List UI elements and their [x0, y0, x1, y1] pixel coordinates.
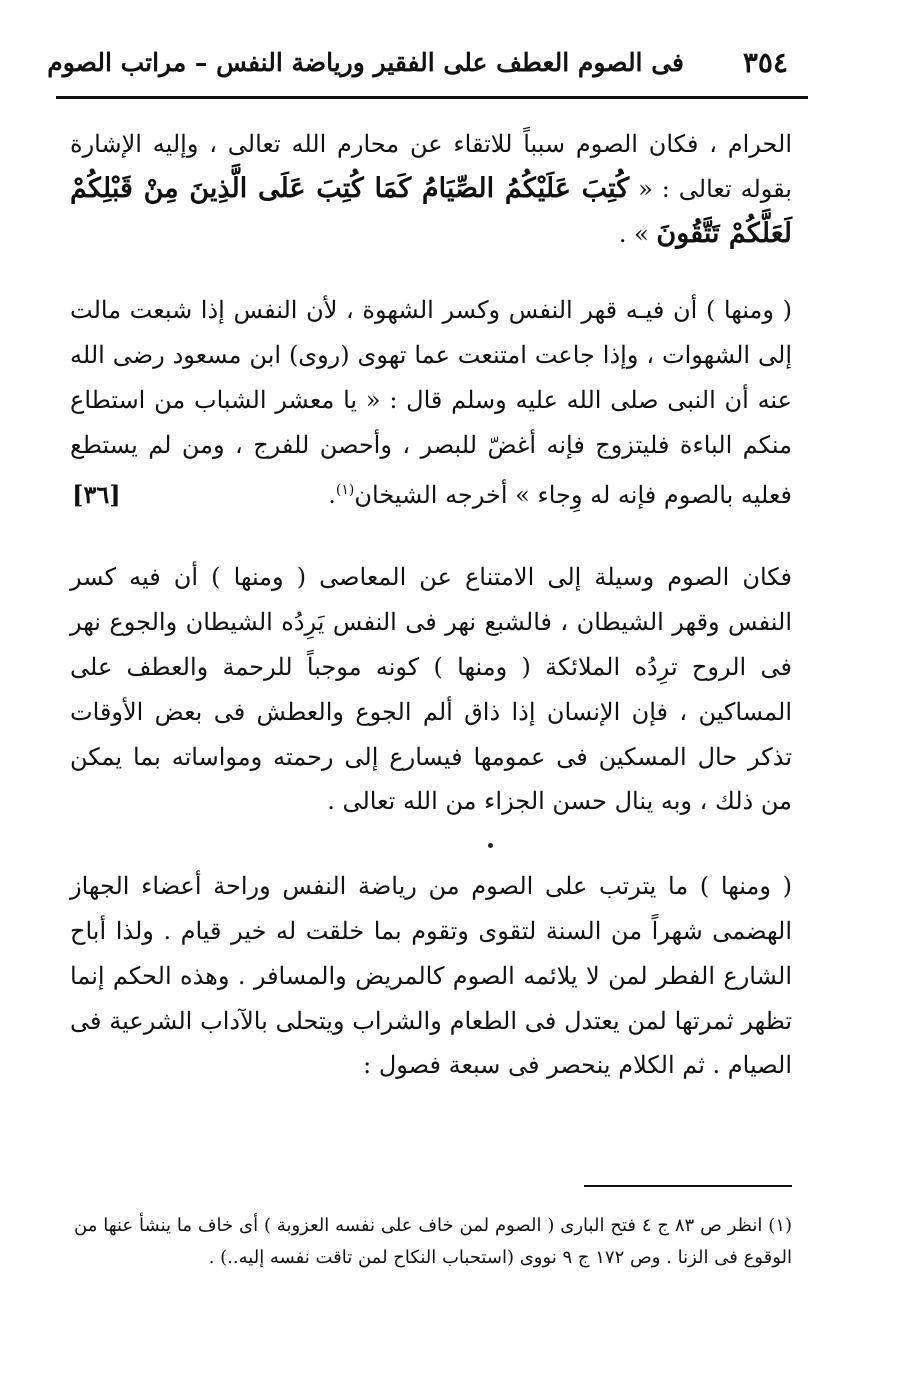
paragraph-2-end: .: [328, 480, 336, 509]
page-number: ٣٥٤: [742, 46, 788, 79]
footnote-rule: [584, 1185, 792, 1187]
quran-verse: كُتِبَ عَلَيْكُمُ الصِّيَامُ كَمَا كُتِبَ عَلَى الَّذِينَ مِنْ قَبْلِكُمْ لَعَلَّكُمْ تَتَّقُونَ: [70, 172, 792, 249]
paragraph-1-end: » .: [618, 219, 657, 248]
footnote-marker[interactable]: (١): [335, 481, 355, 498]
paragraph-2: [70, 288, 792, 517]
paragraph-2-text: ( ومنها ) أن فيـه قهر النفس وكسر الشهوة ، لأن النفس إذا شبعت مالت إلى الشهوات ، وإذا جاعت امتنعت عما تهوى (روى) ابن مسعود رضى الله عنه أن النبى صلى الله عليه وسلم قال : « يا معشر الشباب من استطاع منكم الباءة فليتزوج فإنه أغضّ للبصر ، وأحصن للفرج ، ومن لم يستطع فعليه بالصوم فإنه له وِجاء » أخرجه الشيخان: [70, 296, 792, 509]
paragraph-3: فكان الصوم وسيلة إلى الامتناع عن المعاصى ( ومنها ) أن فيه كسر النفس وقهر الشيطان ، فالشبع نهر فى النفس يَرِدُه الشيطان والجوع نهر فى الروح ترِدُه الملائكة ( ومنها ) كونه موجباً للرحمة والعطف على المساكين ، فإن الإنسان إذا ذاق ألم الجوع والعطش فى بعض الأوقات تذكر حال المسكين فى عمومها فيسارع إلى رحمته ومواساته بما يمكن من ذلك ، وبه ينال حسن الجزاء من الله تعالى .: [70, 563, 792, 816]
running-title: فى الصوم العطف على الفقير ورياضة النفس – مراتب الصوم: [47, 48, 684, 77]
reference-marker: [٣٦]: [72, 479, 121, 509]
footnote-1: (١) انظر ص ٨٣ ج ٤ فتح البارى ( الصوم لمن خاف على نفسه العزوبة ) أى خاف ما ينشأ عنها من الوقوع فى الزنا . وص ١٧٢ ج ٩ نووى (استحباب النكاح لمن تاقت نفسه إليه..) .: [74, 1215, 793, 1268]
header-rule: [56, 96, 808, 99]
page-header: [47, 40, 794, 96]
paragraph-1: [70, 122, 792, 256]
print-speck: [488, 843, 493, 848]
paragraph-4: ( ومنها ) ما يترتب على الصوم من رياضة النفس وراحة أعضاء الجهاز الهضمى شهراً من السنة لتقوى وتقوم بما خلقت له خير قيام . ولذا أباح الشارع الفطر لمن لا يلائمه الصوم كالمريض والمسافر . وهذه الحكم إنما تظهر ثمرتها لمن يعتدل فى الطعام والشراب ويتحلى بالآداب الشرعية فى الصيام . ثم الكلام ينحصر فى سبعة فصول :: [70, 872, 792, 1080]
footnotes: [74, 1210, 792, 1274]
main-text: [70, 122, 792, 1088]
paragraph-1-start: الحرام ، فكان الصوم سبباً للاتقاء عن محارم الله تعالى ، وإليه الإشارة بقوله تعالى : «: [70, 130, 792, 203]
